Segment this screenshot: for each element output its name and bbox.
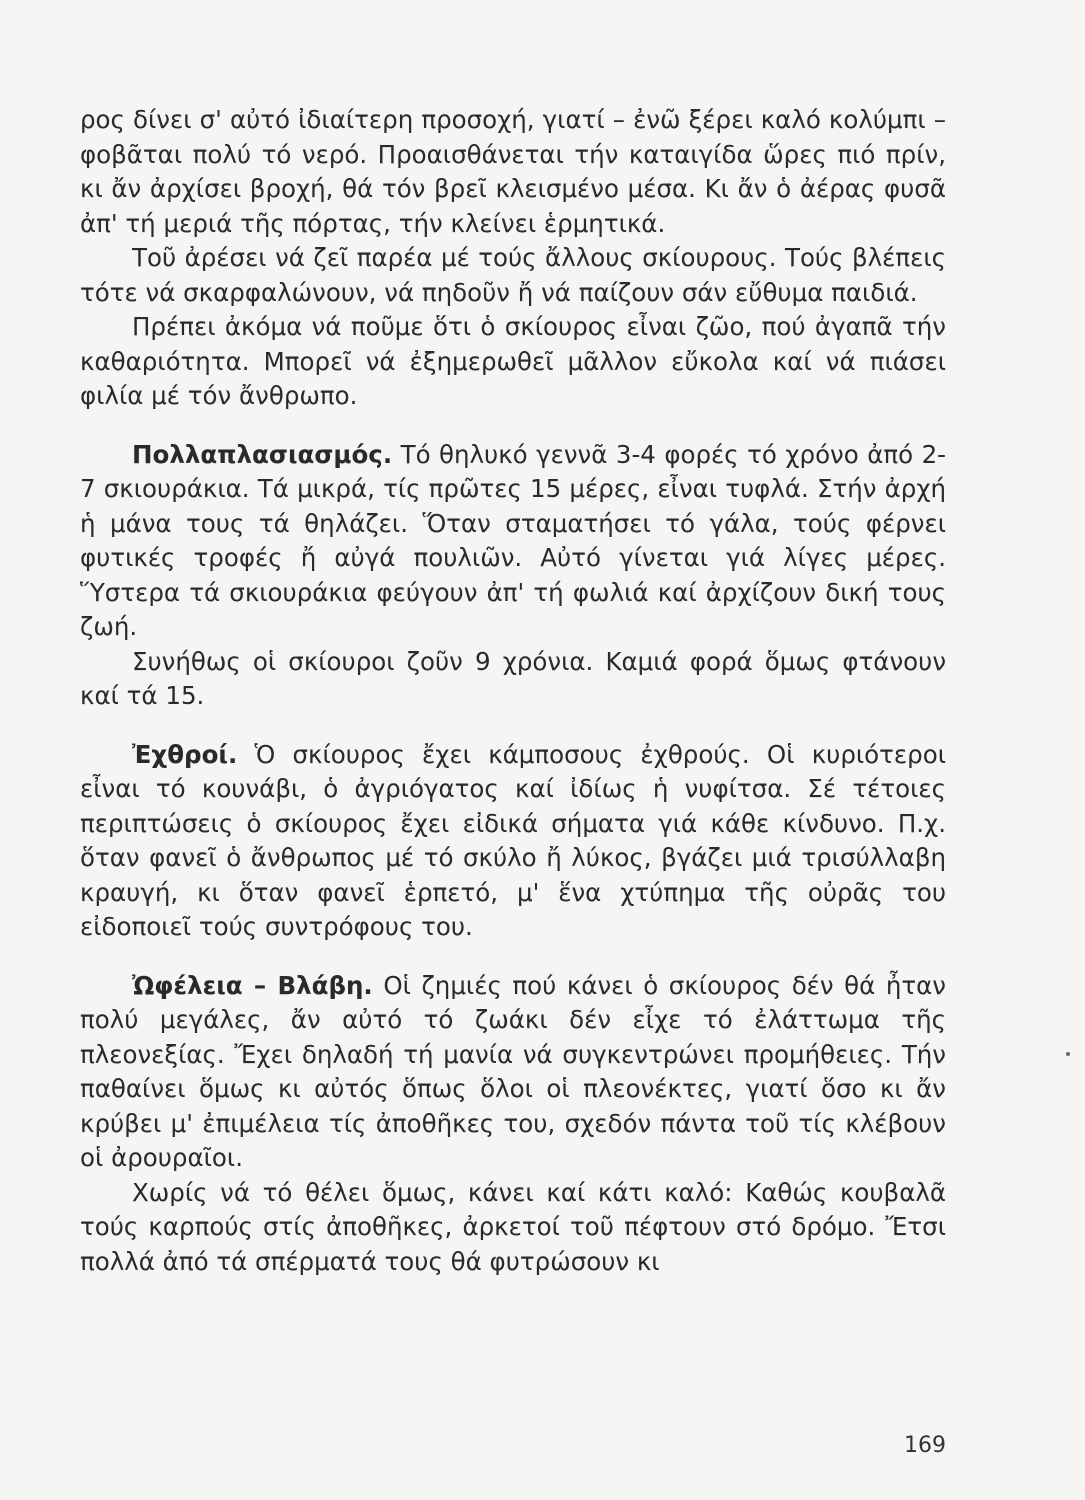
paragraph-cleanliness [80,310,946,414]
page-number: 169 [904,1433,946,1458]
paragraph-text: Οἱ ζημιές πού κάνει ὁ σκίουρος δέν θά ἦταν πολύ μεγάλες, ἄν αὐτό τό ζωάκι δέν εἶχε τό ἐλάττωμα τῆς πλεονεξίας. Ἔχει δηλαδή τή μανία νά συγκεντρώνει προμήθειες. Τήν παθαίνει ὅμως κι αὐτός ὅπως ὅλοι οἱ πλεονέκτες, γιατί ὅσο κι ἄν κρύβει μ' ἐπιμέλεια τίς ἀποθῆκες του, σχεδόν πάντα τοῦ τίς κλέβουν οἱ ἀρουραῖοι. [80,970,946,1172]
paragraph-text: Τοῦ ἀρέσει νά ζεῖ παρέα μέ τούς ἄλλους σκίουρους. Τούς βλέπεις τότε νά σκαρφαλώνουν, νά πηδοῦν ἤ νά παίζουν σάν εὔθυμα παιδιά. [80,243,946,307]
paragraph-continuation [80,103,946,241]
paragraph-enemies [80,738,946,945]
paragraph-text: Χωρίς νά τό θέλει ὅμως, κάνει καί κάτι καλό: Καθώς κουβαλᾶ τούς καρπούς στίς ἀποθῆκες, ἀρκετοί τοῦ πέφτουν στό δρόμο. Ἔτσι πολλά ἀπό τά σπέρματά τους θά φυτρώσουν κι [80,1177,946,1276]
section-heading-enemies: Ἐχθροί. [132,739,238,769]
paragraph-benefit-harm [80,969,946,1176]
paragraph-text: Ὁ σκίουρος ἔχει κάμποσους ἐχθρούς. Οἱ κυριότεροι εἶναι τό κουνάβι, ὁ ἀγριόγατος καί ἰδίως ἡ νυφίτσα. Σέ τέτοιες περιπτώσεις ὁ σκίουρος ἔχει εἰδικά σήματα γιά κάθε κίνδυνο. Π.χ. ὅταν φανεῖ ὁ ἄνθρωπος μέ τό σκύλο ἤ λύκος, βγάζει μιά τρισύλλαβη κραυγή, κι ὅταν φανεῖ ἑρπετό, μ' ἕνα χτύπημα τῆς οὐρᾶς του εἰδοποιεῖ τούς συντρόφους του. [80,739,946,941]
page-body [80,103,946,1279]
ink-speck [1066,1052,1070,1056]
paragraph-text: Πρέπει ἀκόμα νά ποῦμε ὅτι ὁ σκίουρος εἶναι ζῶο, πού ἀγαπᾶ τήν καθαριότητα. Μπορεῖ νά ἐξημερωθεῖ μᾶλλον εὔκολα καί νά πιάσει φιλία μέ τόν ἄνθρωπο. [80,312,946,410]
paragraph-text: Συνήθως οἱ σκίουροι ζοῦν 9 χρόνια. Καμιά φορά ὅμως φτάνουν καί τά 15. [80,646,946,710]
section-heading-reproduction: Πολλαπλασιασμός. [132,439,393,469]
paragraph-text: ρος δίνει σ' αὐτό ἰδιαίτερη προσοχή, γιατί – ἐνῶ ξέρει καλό κολύμπι – φοβᾶται πολύ τό νερό. Προαισθάνεται τήν καταιγίδα ὥρες πιό πρίν, κι ἄν ἀρχίσει βροχή, θά τόν βρεῖ κλεισμένο μέσα. Κι ἄν ὁ ἀέρας φυσᾶ ἀπ' τή μεριά τῆς πόρτας, τήν κλείνει ἑρμητικά. [80,105,946,238]
paragraph-reproduction [80,438,946,645]
paragraph-social [80,241,946,310]
paragraph-seeds [80,1176,946,1280]
paragraph-lifespan [80,645,946,714]
section-heading-benefit-harm: Ὠφέλεια – Βλάβη. [132,970,373,1000]
paragraph-text: Τό θηλυκό γεννᾶ 3-4 φορές τό χρόνο ἀπό 2-7 σκιουράκια. Τά μικρά, τίς πρῶτες 15 μέρες, εἶναι τυφλά. Στήν ἀρχή ἡ μάνα τους τά θηλάζει. Ὅταν σταματήσει τό γάλα, τούς φέρνει φυτικές τροφές ἤ αὐγά πουλιῶν. Αὐτό γίνεται γιά λίγες μέρες. Ὕστερα τά σκιουράκια φεύγουν ἀπ' τή φωλιά καί ἀρχίζουν δική τους ζωή. [80,439,946,641]
